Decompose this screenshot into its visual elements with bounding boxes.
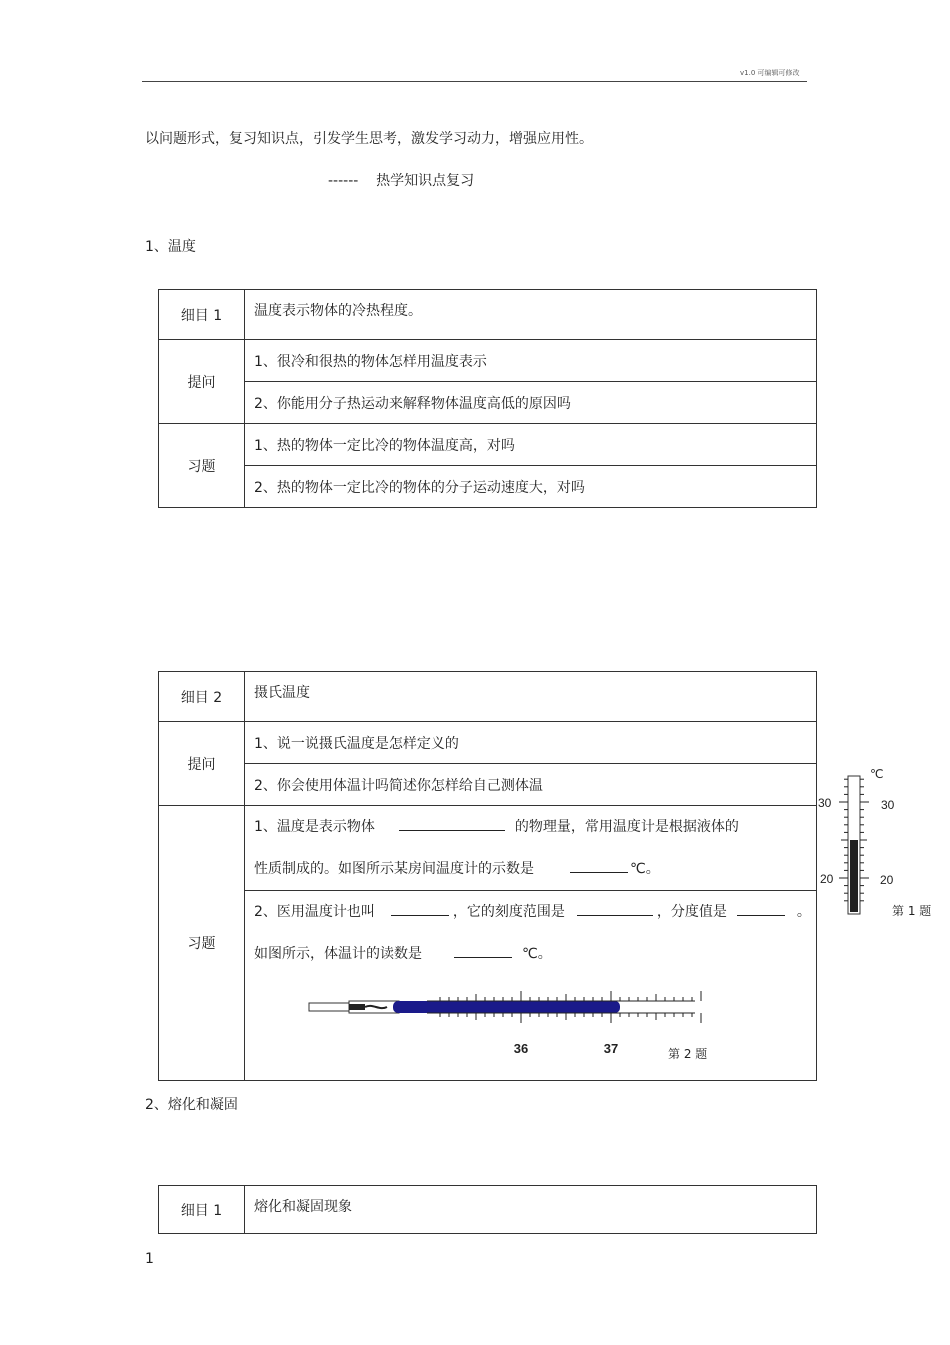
scale-label-36: 36 xyxy=(513,1041,529,1056)
row-head: 细目 1 xyxy=(159,290,245,340)
answer-blank[interactable] xyxy=(399,818,505,831)
unit-label: ℃ xyxy=(870,767,884,781)
exercise-item: 1、热的物体一定比冷的物体温度高，对吗 xyxy=(245,424,817,466)
question-item: 2、你会使用体温计吗简述你怎样给自己测体温 xyxy=(245,764,817,806)
question-item: 1、很冷和很热的物体怎样用温度表示 xyxy=(245,340,817,382)
ex1-text-b2: ℃。 xyxy=(630,861,660,877)
version-tag: v1.0 可编辑可修改 xyxy=(740,69,800,77)
ex2-text-b2: ℃。 xyxy=(522,946,552,962)
answer-blank[interactable] xyxy=(577,903,653,916)
clinical-thermometer-figure xyxy=(307,991,707,1063)
exercise-1 xyxy=(245,806,817,891)
liquid-column xyxy=(850,840,858,912)
answer-blank[interactable] xyxy=(454,945,512,958)
ex2-text-a2: ，它的刻度范围是 xyxy=(452,904,565,920)
thermometer-bulb-tube xyxy=(309,1003,349,1011)
table-row xyxy=(159,722,817,764)
answer-blank[interactable] xyxy=(391,903,449,916)
table-celsius xyxy=(158,671,817,1081)
exercises-head: 习题 xyxy=(159,806,245,1081)
question-item: 2、你能用分子热运动来解释物体温度高低的原因吗 xyxy=(245,382,817,424)
questions-head: 提问 xyxy=(159,340,245,424)
table-row xyxy=(159,424,817,466)
table-row xyxy=(159,672,817,722)
ex2-text-a3: ，分度值是 xyxy=(656,904,727,920)
table-row xyxy=(159,340,817,382)
table-melting xyxy=(158,1185,817,1234)
tick-label-20-left: 20 xyxy=(820,872,834,886)
ex2-text-a4: 。 xyxy=(796,904,811,920)
row-text: 摄氏温度 xyxy=(245,672,817,722)
figure-2-caption: 第 2 题 xyxy=(668,1047,708,1061)
table-row xyxy=(159,891,817,1081)
ex2-text-a1: 2、医用温度计也叫 xyxy=(254,904,375,920)
intro-text: 以问题形式，复习知识点，引发学生思考，激发学习动力，增强应用性。 xyxy=(145,131,593,147)
document-subtitle: ------ 热学知识点复习 xyxy=(328,173,475,189)
questions-head: 提问 xyxy=(159,722,245,806)
mercury-column xyxy=(393,1001,620,1013)
section-title-melting: 2、熔化和凝固 xyxy=(145,1097,238,1113)
ex2-text-b1: 如图所示，体温计的读数是 xyxy=(254,946,422,962)
scale-label-37: 37 xyxy=(603,1041,619,1056)
table-temperature xyxy=(158,289,817,508)
table-row xyxy=(159,382,817,424)
exercises-head: 习题 xyxy=(159,424,245,508)
exercise-item: 2、热的物体一定比冷的物体的分子运动速度大，对吗 xyxy=(245,466,817,508)
tick-label-30-left: 30 xyxy=(818,796,832,810)
table-row xyxy=(159,764,817,806)
row-text: 熔化和凝固现象 xyxy=(245,1186,817,1234)
table-row xyxy=(159,806,817,891)
table-row xyxy=(159,466,817,508)
tick-label-20-right: 20 xyxy=(880,873,894,887)
row-text: 温度表示物体的冷热程度。 xyxy=(245,290,817,340)
answer-blank[interactable] xyxy=(737,903,785,916)
mercury-bulb xyxy=(349,1004,365,1010)
question-item: 1、说一说摄氏温度是怎样定义的 xyxy=(245,722,817,764)
tick-label-30-right: 30 xyxy=(881,798,895,812)
answer-blank[interactable] xyxy=(570,860,628,873)
ex1-text-b1: 性质制成的。如图所示某房间温度计的示数是 xyxy=(254,861,534,877)
room-thermometer-figure xyxy=(812,760,942,920)
row-head: 细目 2 xyxy=(159,672,245,722)
table-row xyxy=(159,290,817,340)
header-rule xyxy=(142,81,807,82)
ex1-text-a1: 1、温度是表示物体 xyxy=(254,819,375,835)
figure-1-caption: 第 1 题 xyxy=(892,904,932,918)
ex1-text-a2: 的物理量，常用温度计是根据液体的 xyxy=(514,819,739,835)
row-head: 细目 1 xyxy=(159,1186,245,1234)
section-title-temperature: 1、温度 xyxy=(145,239,196,255)
exercise-2 xyxy=(245,891,817,1081)
table-row xyxy=(159,1186,817,1234)
page-number: 1 xyxy=(145,1251,154,1267)
